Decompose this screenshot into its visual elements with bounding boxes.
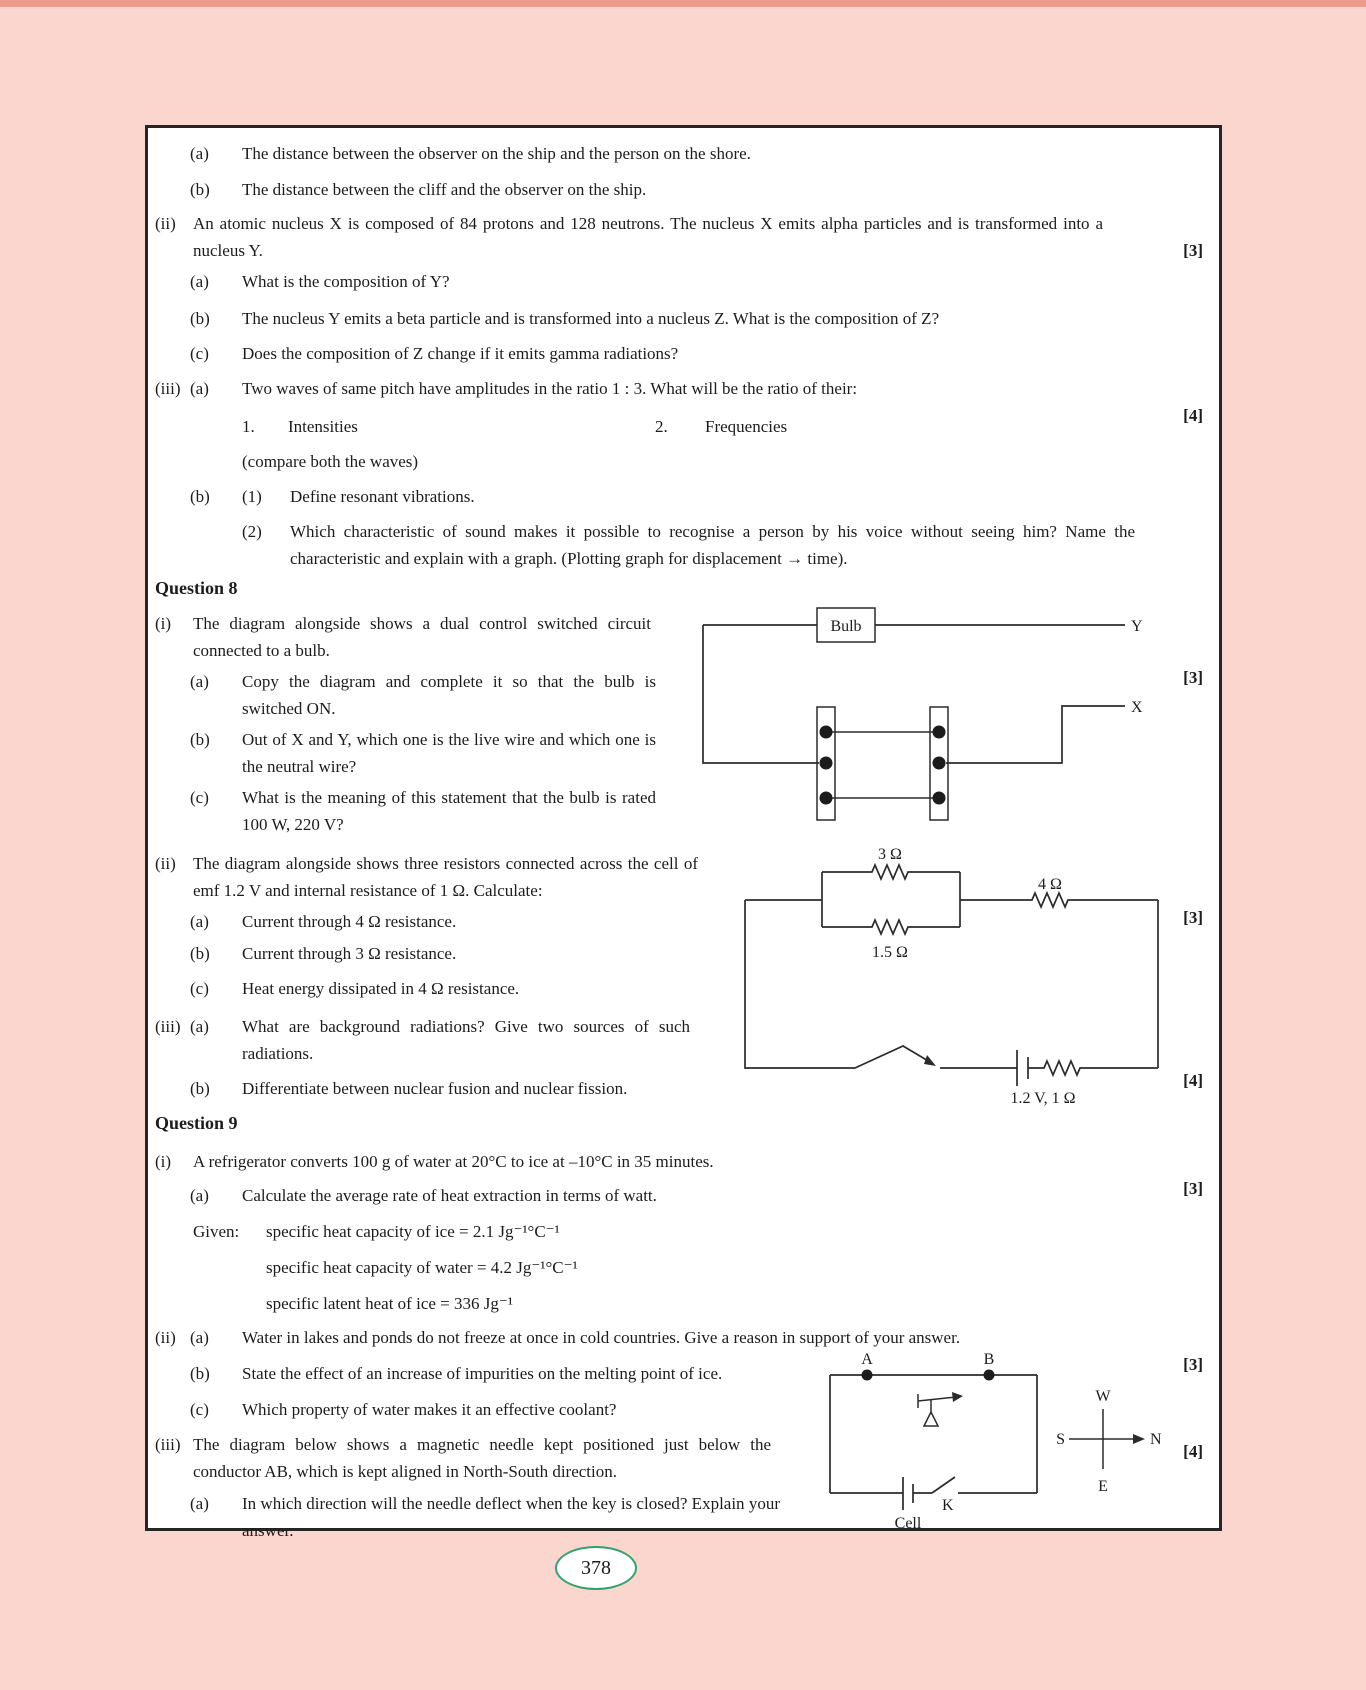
- item-text: Which characteristic of sound makes it possible to recognise a person by his voice without seeing him? Name the characteristic and explain with a graph. (Plotting graph for displacement → time).: [290, 522, 1135, 568]
- item-label: (2): [242, 522, 262, 541]
- page-number: 378: [581, 1556, 611, 1579]
- item-label: (b): [190, 1079, 210, 1098]
- marks-badge: [4]: [1183, 1442, 1203, 1461]
- item-text: In which direction will the needle deflect when the key is closed? Explain your answer.: [242, 1494, 780, 1540]
- parallel-branch-joins: [822, 872, 960, 927]
- resistor-3ohm-label: 3 Ω: [878, 846, 902, 863]
- terminal-dot: [820, 792, 833, 805]
- question-line: [148, 448, 1213, 475]
- top-edge-strip: [0, 0, 1366, 7]
- item-text: Current through 3 Ω resistance.: [242, 944, 457, 963]
- compass-north-arrowhead: [1133, 1434, 1145, 1444]
- question-line: [148, 305, 1213, 332]
- given-text: specific heat capacity of water = 4.2 Jg⁻¹°C⁻¹: [266, 1258, 578, 1277]
- page-number-badge: [555, 1546, 637, 1590]
- terminal-dot: [933, 792, 946, 805]
- item-label: (c): [190, 788, 209, 807]
- point-b-dot: [984, 1370, 995, 1381]
- resistor-1p5ohm-icon: [822, 920, 960, 934]
- heading-text: Question 9: [155, 1113, 238, 1133]
- item-text: What is the composition of Y?: [242, 272, 450, 291]
- item-label: (iii): [155, 1017, 181, 1036]
- wire-x-label: X: [1131, 699, 1143, 716]
- item-label: (b): [190, 730, 210, 749]
- item-label: (a): [190, 672, 209, 691]
- item-sublabel: (1): [242, 487, 262, 506]
- magnetic-needle-icon: [918, 1394, 956, 1412]
- item-text: Which property of water makes it an effective coolant?: [242, 1400, 617, 1419]
- item-text: What are background radiations? Give two sources of such radiations.: [242, 1017, 690, 1063]
- needle-pivot: [924, 1412, 938, 1426]
- item-sublabel: (a): [190, 1328, 209, 1347]
- marks-badge: [3]: [1183, 241, 1203, 260]
- internal-resistance-icon: [1028, 1061, 1158, 1075]
- item-text: Calculate the average rate of heat extraction in terms of watt.: [242, 1186, 657, 1205]
- item-label: (iii): [155, 1435, 181, 1454]
- item-text: Two waves of same pitch have amplitudes in the ratio 1 : 3. What will be the ratio of their:: [242, 379, 858, 398]
- point-a-label: A: [861, 1351, 873, 1368]
- item-text: State the effect of an increase of impurities on the melting point of ice.: [242, 1364, 723, 1383]
- item-text: The diagram alongside shows three resistors connected across the cell of emf 1.2 V and internal resistance of 1 Ω. Calculate:: [193, 854, 698, 900]
- item-text: Does the composition of Z change if it emits gamma radiations?: [242, 344, 679, 363]
- content-frame: [145, 125, 1222, 1540]
- given-line: [148, 1290, 1213, 1317]
- question-line: [148, 375, 1213, 425]
- left-wire: [703, 625, 819, 763]
- item-text: Copy the diagram and complete it so that the bulb is switched ON.: [242, 672, 656, 718]
- wire-y-label: Y: [1131, 618, 1143, 635]
- item-label: (ii): [155, 854, 176, 873]
- point-b-label: B: [983, 1351, 995, 1368]
- item-label: (i): [155, 614, 172, 633]
- item-text: An atomic nucleus X is composed of 84 protons and 128 neutrons. The nucleus X emits alpha particles and is transformed into a nucleus Y.: [193, 214, 1103, 260]
- marks-badge: [3]: [1183, 1355, 1203, 1374]
- item-label: (b): [190, 944, 210, 963]
- item-sublabel: (a): [190, 379, 209, 398]
- compass-s-label: S: [1056, 1431, 1065, 1448]
- given-label: Given:: [193, 1222, 240, 1241]
- item-text: Current through 4 Ω resistance.: [242, 912, 457, 931]
- question-line: [148, 268, 1213, 295]
- compass-rose: [1055, 1383, 1175, 1498]
- resistor-circuit-diagram: [740, 845, 1180, 1120]
- resistor-1p5ohm-label: 1.5 Ω: [872, 944, 908, 961]
- key-label: K: [942, 1497, 954, 1514]
- terminal-dot: [933, 726, 946, 739]
- item-label: (c): [190, 979, 209, 998]
- marks-badge: [3]: [1183, 1179, 1203, 1198]
- item-label: (a): [190, 144, 209, 163]
- key-blade-icon: [932, 1477, 955, 1493]
- conductor-loop: [830, 1375, 1037, 1493]
- heading-text: Question 8: [155, 578, 238, 598]
- resistor-4ohm-label: 4 Ω: [1038, 876, 1062, 893]
- compass-n-label: N: [1150, 1431, 1162, 1448]
- resistor-3ohm-icon: [822, 865, 960, 879]
- marks-badge: [4]: [1183, 406, 1203, 425]
- item-label: (ii): [155, 1328, 176, 1347]
- item-text: A refrigerator converts 100 g of water at 20°C to ice at –10°C in 35 minutes.: [193, 1152, 714, 1171]
- question-line: [148, 1182, 1213, 1209]
- item-label: (a): [190, 1186, 209, 1205]
- given-text: specific heat capacity of ice = 2.1 Jg⁻¹°C⁻¹: [266, 1222, 560, 1241]
- x-wire: [946, 706, 1125, 763]
- question-line: [148, 518, 1213, 572]
- switch-arrowhead: [924, 1055, 936, 1066]
- item-text: Frequencies: [705, 417, 788, 436]
- item-text: The diagram below shows a magnetic needle kept positioned just below the conductor AB, which is kept aligned in North-South direction.: [193, 1435, 771, 1481]
- terminal-dot: [933, 757, 946, 770]
- point-a-dot: [862, 1370, 873, 1381]
- item-text: The distance between the cliff and the observer on the ship.: [242, 180, 647, 199]
- item-label: (ii): [155, 214, 176, 233]
- item-label: (b): [190, 309, 210, 328]
- terminal-dot: [820, 757, 833, 770]
- resistor-4ohm-icon: [960, 893, 1158, 907]
- item-label: (a): [190, 912, 209, 931]
- item-text: Intensities: [288, 417, 358, 436]
- battery-icon: [1017, 1050, 1028, 1086]
- marks-badge: [4]: [1183, 1071, 1203, 1090]
- item-label: (b): [190, 487, 210, 506]
- item-text: Differentiate between nuclear fusion and nuclear fission.: [242, 1079, 628, 1098]
- dual-switch-circuit-diagram: [688, 598, 1188, 843]
- item-text: What is the meaning of this statement that the bulb is rated 100 W, 220 V?: [242, 788, 656, 834]
- item-text: (compare both the waves): [242, 452, 419, 471]
- item-number: 1.: [242, 417, 255, 436]
- question-line: [148, 176, 1213, 203]
- item-text: The distance between the observer on the ship and the person on the shore.: [242, 144, 751, 163]
- item-label: (a): [190, 1494, 209, 1513]
- given-line: [148, 1254, 1213, 1281]
- terminal-dot: [820, 726, 833, 739]
- item-number: 2.: [655, 417, 668, 436]
- cell-emf-label: 1.2 V, 1 Ω: [1010, 1090, 1076, 1107]
- item-text: Define resonant vibrations.: [290, 487, 475, 506]
- question-line: [148, 340, 1213, 367]
- item-label: (b): [190, 1364, 210, 1383]
- marks-badge: [3]: [1183, 668, 1203, 687]
- question-line: [148, 140, 1213, 167]
- item-label: (b): [190, 180, 210, 199]
- cell-icon: [903, 1477, 913, 1510]
- item-label: (i): [155, 1152, 172, 1171]
- switch-connector-wires: [826, 732, 939, 798]
- item-label: (c): [190, 1400, 209, 1419]
- bulb-label: Bulb: [830, 618, 862, 635]
- item-label: (a): [190, 272, 209, 291]
- given-line: [148, 1218, 1213, 1245]
- compass-e-label: E: [1098, 1478, 1108, 1495]
- item-text: Heat energy dissipated in 4 Ω resistance.: [242, 979, 520, 998]
- compass-axes: [1069, 1409, 1133, 1469]
- question-line: [148, 210, 1213, 264]
- given-text: specific latent heat of ice = 336 Jg⁻¹: [266, 1294, 513, 1313]
- needle-arrowhead: [952, 1392, 963, 1402]
- compass-w-label: W: [1095, 1388, 1111, 1405]
- item-text: Out of X and Y, which one is the live wire and which one is the neutral wire?: [242, 730, 656, 776]
- loop-wires: [745, 900, 1158, 1068]
- item-label: (c): [190, 344, 209, 363]
- item-sublabel: (a): [190, 1017, 209, 1036]
- cell-label: Cell: [894, 1515, 922, 1532]
- item-text: Water in lakes and ponds do not freeze at once in cold countries. Give a reason in support of your answer.: [242, 1328, 961, 1347]
- item-label: (iii): [155, 379, 181, 398]
- switch-blade-icon: [855, 1046, 930, 1068]
- item-text: The diagram alongside shows a dual control switched circuit connected to a bulb.: [193, 614, 651, 660]
- marks-badge: [3]: [1183, 908, 1203, 927]
- question-line: [148, 483, 1213, 510]
- item-text: The nucleus Y emits a beta particle and is transformed into a nucleus Z. What is the composition of Z?: [242, 309, 940, 328]
